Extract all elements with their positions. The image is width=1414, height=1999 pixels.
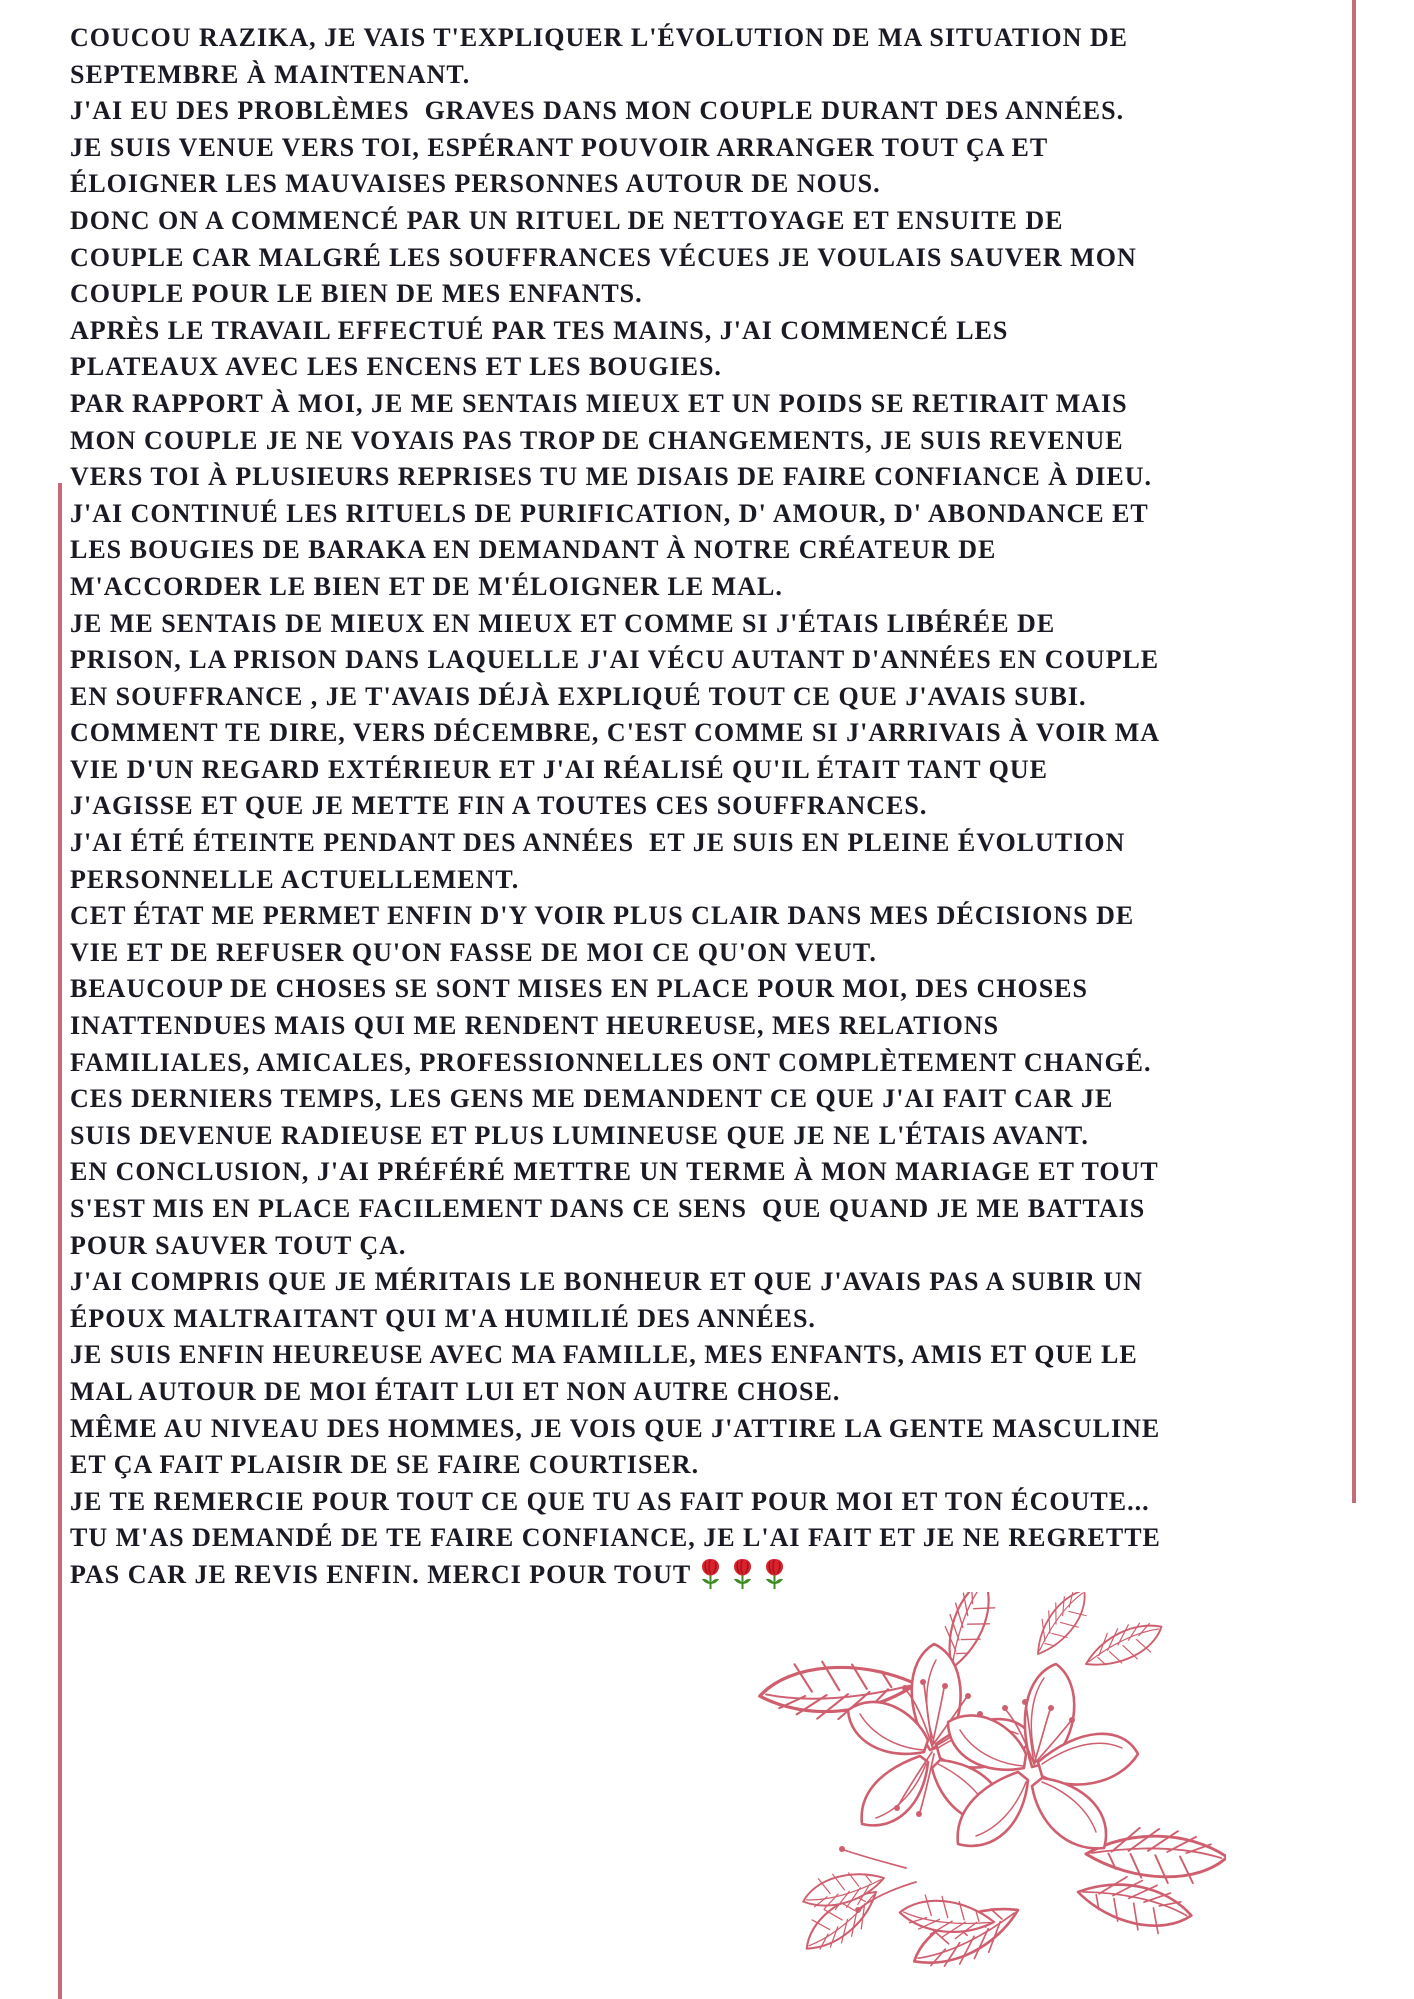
letter-line-text: SUIS DEVENUE RADIEUSE ET PLUS LUMINEUSE QUE JE NE L'ÉTAIS AVANT. xyxy=(70,1120,1089,1150)
letter-line-text: PERSONNELLE ACTUELLEMENT. xyxy=(70,864,520,894)
letter-line xyxy=(70,569,1350,606)
letter-line xyxy=(70,1008,1350,1045)
letter-line-text: PRISON, LA PRISON DANS LAQUELLE J'AI VÉCU AUTANT D'ANNÉES EN COUPLE xyxy=(70,645,1160,675)
letter-line xyxy=(70,1301,1350,1338)
letter-line xyxy=(70,715,1350,752)
letter-body xyxy=(70,20,1350,1594)
flower-line-art-illustration xyxy=(756,1592,1226,1977)
letter-line-text: COUCOU RAZIKA, JE VAIS T'EXPLIQUER L'ÉVOLUTION DE MA SITUATION DE xyxy=(70,23,1128,52)
letter-line xyxy=(70,642,1350,679)
letter-line xyxy=(70,825,1350,862)
letter-line-text: POUR SAUVER TOUT ÇA. xyxy=(70,1230,407,1260)
letter-line-text: SEPTEMBRE À MAINTENANT. xyxy=(70,59,471,89)
letter-line-text: COUPLE POUR LE BIEN DE MES ENFANTS. xyxy=(70,279,643,309)
letter-line-text: VERS TOI À PLUSIEURS REPRISES TU ME DISAIS DE FAIRE CONFIANCE À DIEU. xyxy=(70,462,1153,492)
letter-line-text: J'AGISSE ET QUE JE METTE FIN A TOUTES CES SOUFFRANCES. xyxy=(70,791,928,821)
right-accent-rule xyxy=(1352,0,1356,1503)
letter-line xyxy=(70,1411,1350,1448)
letter-line xyxy=(70,1447,1350,1484)
rose-emoji-icon xyxy=(730,1558,755,1592)
letter-line xyxy=(70,862,1350,899)
letter-line-text: J'AI EU DES PROBLÈMES GRAVES DANS MON COUPLE DURANT DES ANNÉES. xyxy=(70,96,1125,126)
letter-line-text: LES BOUGIES DE BARAKA EN DEMANDANT À NOTRE CRÉATEUR DE xyxy=(70,535,997,565)
letter-line xyxy=(70,1045,1350,1082)
letter-line xyxy=(70,423,1350,460)
letter-line xyxy=(70,203,1350,240)
letter-line-text: EN SOUFFRANCE , JE T'AVAIS DÉJÀ EXPLIQUÉ TOUT CE QUE J'AVAIS SUBI. xyxy=(70,681,1087,711)
letter-line xyxy=(70,1557,1350,1594)
letter-line-text: PAS CAR JE REVIS ENFIN. MERCI POUR TOUT xyxy=(70,1559,692,1589)
rose-emoji-icon xyxy=(762,1558,787,1592)
letter-line xyxy=(70,1118,1350,1155)
letter-line xyxy=(70,57,1350,94)
rose-emoji-icon xyxy=(698,1558,723,1592)
letter-line-text: JE ME SENTAIS DE MIEUX EN MIEUX ET COMME SI J'ÉTAIS LIBÉRÉE DE xyxy=(70,608,1056,638)
letter-line xyxy=(70,679,1350,716)
letter-line xyxy=(70,752,1350,789)
letter-line-text: JE TE REMERCIE POUR TOUT CE QUE TU AS FAIT POUR MOI ET TON ÉCOUTE... xyxy=(70,1486,1150,1516)
letter-line xyxy=(70,788,1350,825)
letter-line-text: ÉPOUX MALTRAITANT QUI M'A HUMILIÉ DES ANNÉES. xyxy=(70,1303,816,1333)
letter-line-text: EN CONCLUSION, J'AI PRÉFÉRÉ METTRE UN TERME À MON MARIAGE ET TOUT xyxy=(70,1157,1159,1187)
letter-line-text: CET ÉTAT ME PERMET ENFIN D'Y VOIR PLUS CLAIR DANS MES DÉCISIONS DE xyxy=(70,901,1135,931)
letter-line-text: COUPLE CAR MALGRÉ LES SOUFFRANCES VÉCUES JE VOULAIS SAUVER MON xyxy=(70,242,1137,272)
letter-line-text: S'EST MIS EN PLACE FACILEMENT DANS CE SENS QUE QUAND JE ME BATTAIS xyxy=(70,1194,1146,1223)
letter-line-text: TU M'AS DEMANDÉ DE TE FAIRE CONFIANCE, JE L'AI FAIT ET JE NE REGRETTE xyxy=(70,1523,1161,1553)
letter-line-text: PAR RAPPORT À MOI, JE ME SENTAIS MIEUX ET UN POIDS SE RETIRAIT MAIS xyxy=(70,388,1128,418)
letter-line-text: FAMILIALES, AMICALES, PROFESSIONNELLES ONT COMPLÈTEMENT CHANGÉ. xyxy=(70,1047,1152,1077)
letter-line-text: PLATEAUX AVEC LES ENCENS ET LES BOUGIES. xyxy=(70,352,722,382)
letter-line-text: CES DERNIERS TEMPS, LES GENS ME DEMANDENT CE QUE J'AI FAIT CAR JE xyxy=(70,1084,1114,1114)
letter-line xyxy=(70,496,1350,533)
letter-line-text: ET ÇA FAIT PLAISIR DE SE FAIRE COURTISER. xyxy=(70,1450,700,1480)
letter-line-text: JE SUIS ENFIN HEUREUSE AVEC MA FAMILLE, MES ENFANTS, AMIS ET QUE LE xyxy=(70,1340,1138,1370)
letter-line-text: J'AI ÉTÉ ÉTEINTE PENDANT DES ANNÉES ET JE SUIS EN PLEINE ÉVOLUTION xyxy=(70,828,1126,858)
letter-line xyxy=(70,386,1350,423)
letter-line xyxy=(70,1520,1350,1557)
letter-line xyxy=(70,1191,1350,1228)
letter-line-text: BEAUCOUP DE CHOSES SE SONT MISES EN PLACE POUR MOI, DES CHOSES xyxy=(70,974,1088,1004)
letter-line-text: VIE ET DE REFUSER QU'ON FASSE DE MOI CE QU'ON VEUT. xyxy=(70,937,877,967)
letter-line xyxy=(70,1228,1350,1265)
letter-line xyxy=(70,532,1350,569)
letter-line xyxy=(70,93,1350,130)
letter-line xyxy=(70,1374,1350,1411)
left-accent-rule xyxy=(58,483,62,1999)
letter-line xyxy=(70,971,1350,1008)
letter-line xyxy=(70,898,1350,935)
letter-line-text: APRÈS LE TRAVAIL EFFECTUÉ PAR TES MAINS, J'AI COMMENCÉ LES xyxy=(70,315,1009,345)
letter-line-text: MÊME AU NIVEAU DES HOMMES, JE VOIS QUE J'ATTIRE LA GENTE MASCULINE xyxy=(70,1413,1161,1443)
letter-line-text: ÉLOIGNER LES MAUVAISES PERSONNES AUTOUR DE NOUS. xyxy=(70,169,881,199)
letter-line-text: J'AI CONTINUÉ LES RITUELS DE PURIFICATION, D' AMOUR, D' ABONDANCE ET xyxy=(70,498,1149,528)
letter-line-text: JE SUIS VENUE VERS TOI, ESPÉRANT POUVOIR ARRANGER TOUT ÇA ET xyxy=(70,132,1049,162)
letter-line xyxy=(70,1264,1350,1301)
letter-line-text: M'ACCORDER LE BIEN ET DE M'ÉLOIGNER LE MAL. xyxy=(70,571,783,601)
letter-line xyxy=(70,1484,1350,1521)
letter-line xyxy=(70,459,1350,496)
letter-line xyxy=(70,20,1350,57)
letter-line xyxy=(70,130,1350,167)
flower-right xyxy=(948,1664,1138,1848)
letter-line xyxy=(70,240,1350,277)
letter-line-text: MON COUPLE JE NE VOYAIS PAS TROP DE CHANGEMENTS, JE SUIS REVENUE xyxy=(70,425,1124,455)
letter-line xyxy=(70,606,1350,643)
letter-line xyxy=(70,1154,1350,1191)
letter-line-text: MAL AUTOUR DE MOI ÉTAIT LUI ET NON AUTRE CHOSE. xyxy=(70,1376,841,1406)
letter-line xyxy=(70,313,1350,350)
letter-line-text: J'AI COMPRIS QUE JE MÉRITAIS LE BONHEUR ET QUE J'AVAIS PAS A SUBIR UN xyxy=(70,1267,1143,1297)
letter-line xyxy=(70,1081,1350,1118)
letter-line-text: VIE D'UN REGARD EXTÉRIEUR ET J'AI RÉALISÉ QU'IL ÉTAIT TANT QUE xyxy=(70,754,1049,784)
letter-line xyxy=(70,349,1350,386)
letter-line xyxy=(70,166,1350,203)
letter-line xyxy=(70,935,1350,972)
letter-line-text: DONC ON A COMMENCÉ PAR UN RITUEL DE NETTOYAGE ET ENSUITE DE xyxy=(70,205,1064,235)
letter-line xyxy=(70,276,1350,313)
letter-line-text: COMMENT TE DIRE, VERS DÉCEMBRE, C'EST COMME SI J'ARRIVAIS À VOIR MA xyxy=(70,718,1161,748)
letter-line-text: INATTENDUES MAIS QUI ME RENDENT HEUREUSE, MES RELATIONS xyxy=(70,1011,1000,1041)
letter-line xyxy=(70,1337,1350,1374)
